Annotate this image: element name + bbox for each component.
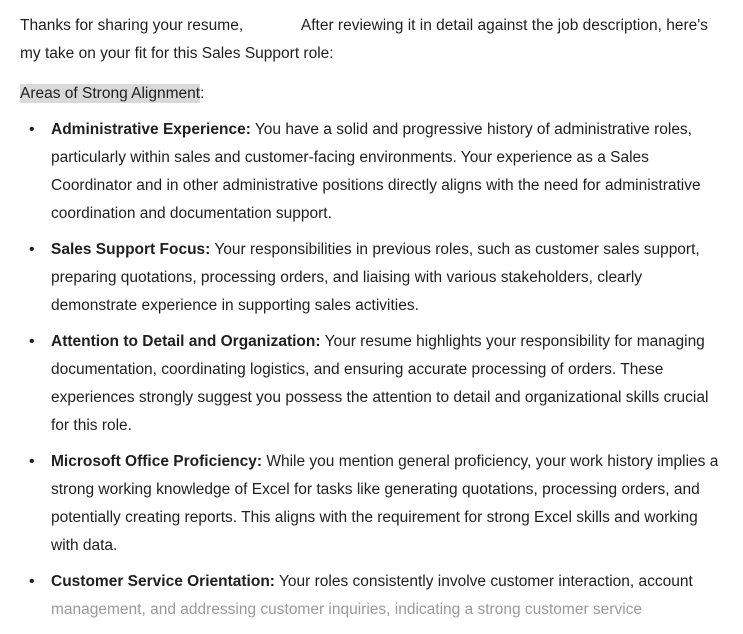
bullet-icon: • [29,241,35,258]
item-text: Your resume highlights your responsibility for managing documentation, coordinating logistics, and ensuring accurate processing of orders. These experiences strongly suggest you possess the attention to detail and organizational skills crucial for this role. [51,333,709,434]
bullet-icon: • [29,573,35,590]
item-title: Attention to Detail and Organization: [51,333,321,350]
bullet-icon: • [29,121,35,138]
section-heading [20,80,723,108]
item-text: While you mention general proficiency, your work history implies a strong working knowledge of Excel for tasks like generating quotations, processing orders, and potentially creating reports. This aligns with the requirement for strong Excel skills and working with data. [51,453,719,554]
bullet-icon: • [29,453,35,470]
intro-text-start: Thanks for sharing your resume, [20,17,244,34]
list-item-administrative-experience [29,116,723,228]
item-text: You have a solid and progressive history of administrative roles, particularly within sales and customer-facing environments. Your experience as a Sales Coordinator and in other administrative positions directly aligns with the need for administrative coordination and documentation support. [51,121,701,222]
alignment-list [20,116,723,624]
list-item-attention-to-detail [29,328,723,440]
section-heading-text: Areas of Strong Alignment [20,85,201,102]
list-item-microsoft-office-proficiency [29,448,723,560]
list-item-customer-service-orientation [29,568,723,624]
item-text-faded: management, and addressing customer inquiries, indicating a strong customer service [51,601,643,618]
item-title: Microsoft Office Proficiency: [51,453,263,470]
item-title: Customer Service Orientation: [51,573,275,590]
intro-paragraph [20,12,723,68]
item-text: Your roles consistently involve customer interaction, account [278,573,693,590]
item-title: Sales Support Focus: [51,241,211,258]
item-text: Your responsibilities in previous roles, such as customer sales support, preparing quotations, processing orders, and liaising with various stakeholders, clearly demonstrate experience in supporting sales activities. [51,241,700,314]
list-item-sales-support-focus [29,236,723,320]
intro-text-end: After reviewing it in detail against the job description, here's my take on your fit for this Sales Support role: [20,17,708,62]
bullet-icon: • [29,333,35,350]
section-heading-colon: : [200,85,205,102]
item-title: Administrative Experience: [51,121,251,138]
